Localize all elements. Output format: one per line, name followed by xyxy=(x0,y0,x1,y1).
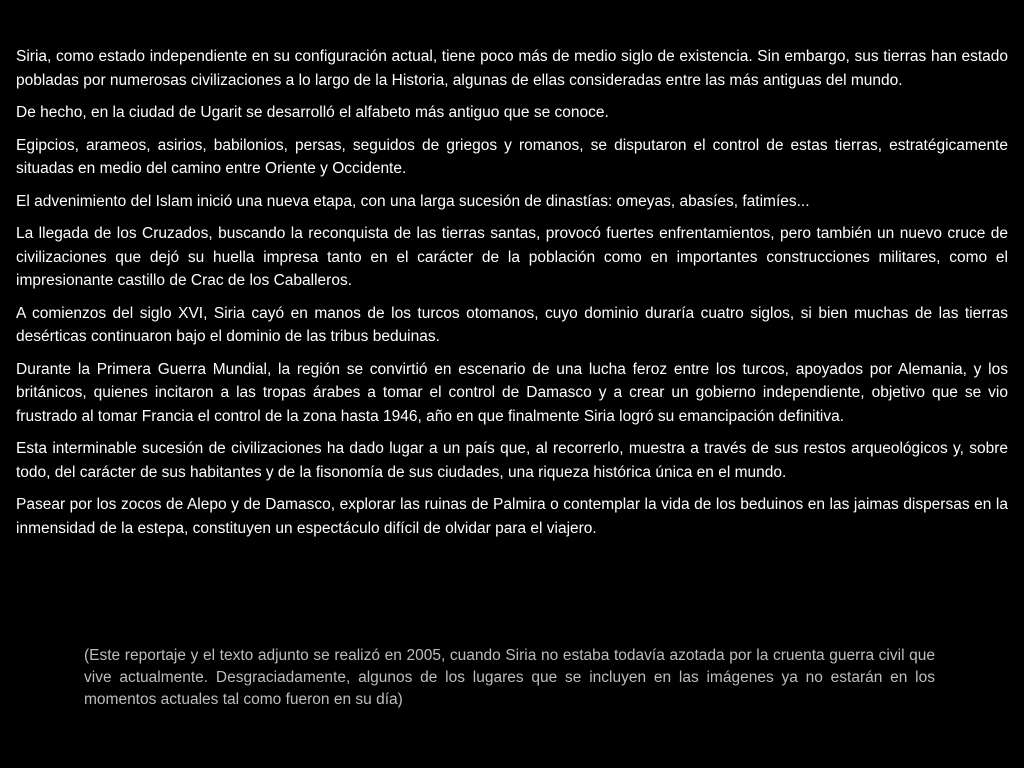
paragraph-world-war: Durante la Primera Guerra Mundial, la región se convirtió en escenario de una lucha feroz entre los turcos, apoyados por Alemania, y los británicos, quienes incitaron a las tropas árabes a tomar el control de Damasco y a crear un gobierno independiente, objetivo que se vio frustrado al tomar Francia el control de la zona hasta 1946, año en que finalmente Siria logró su emancipación definitiva. xyxy=(16,360,1008,425)
paragraph-travel: Pasear por los zocos de Alepo y de Damasco, explorar las ruinas de Palmira o contemplar la vida de los beduinos en las jaimas dispersas en la inmensidad de la estepa, constituyen un espectáculo difícil de olvidar para el viajero. xyxy=(16,496,1008,537)
paragraph-ugarit: De hecho, en la ciudad de Ugarit se desarrolló el alfabeto más antiguo que se conoce. xyxy=(16,104,609,121)
paragraph-intro: Siria, como estado independiente en su configuración actual, tiene poco más de medio siglo de existencia. Sin embargo, sus tierras han estado pobladas por numerosas civilizaciones a lo largo de la Historia, algunas de ellas consideradas entre las más antiguas del mundo. xyxy=(16,48,1008,89)
paragraph-civilizations: Esta interminable sucesión de civilizaciones ha dado lugar a un país que, al recorrerlo, muestra a través de sus restos arqueológicos y, sobre todo, del carácter de sus habitantes y de la fisonomía de sus ciudades, una riqueza histórica única en el mundo. xyxy=(16,440,1008,481)
paragraph-ottomans: A comienzos del siglo XVI, Siria cayó en manos de los turcos otomanos, cuyo dominio duraría cuatro siglos, si bien muchas de las tierras desérticas continuaron bajo el dominio de las tribus beduinas. xyxy=(16,304,1008,345)
footnote: (Este reportaje y el texto adjunto se realizó en 2005, cuando Siria no estaba todavía azotada por la cruenta guerra civil que vive actualmente. Desgraciadamente, algunos de los lugares que se incluyen en las imágenes ya no estarán en los momentos actuales tal como fueron en su día) xyxy=(84,647,935,708)
paragraph-islam: El advenimiento del Islam inició una nueva etapa, con una larga sucesión de dinastías: omeyas, abasíes, fatimíes... xyxy=(16,192,810,210)
paragraph-crusaders: La llegada de los Cruzados, buscando la reconquista de las tierras santas, provocó fuertes enfrentamientos, pero también un nuevo cruce de civilizaciones que dejó su huella impresa tanto en el carácter de la población como en importantes construcciones militares, como el impresionante castillo de Crac de los Caballeros. xyxy=(16,225,1008,289)
paragraph-ancient-peoples: Egipcios, arameos, asirios, babilonios, persas, seguidos de griegos y romanos, se disputaron el control de estas tierras, estratégicamente situadas en medio del camino entre Oriente y Occidente. xyxy=(16,136,1008,177)
main-text-block xyxy=(16,45,1008,540)
